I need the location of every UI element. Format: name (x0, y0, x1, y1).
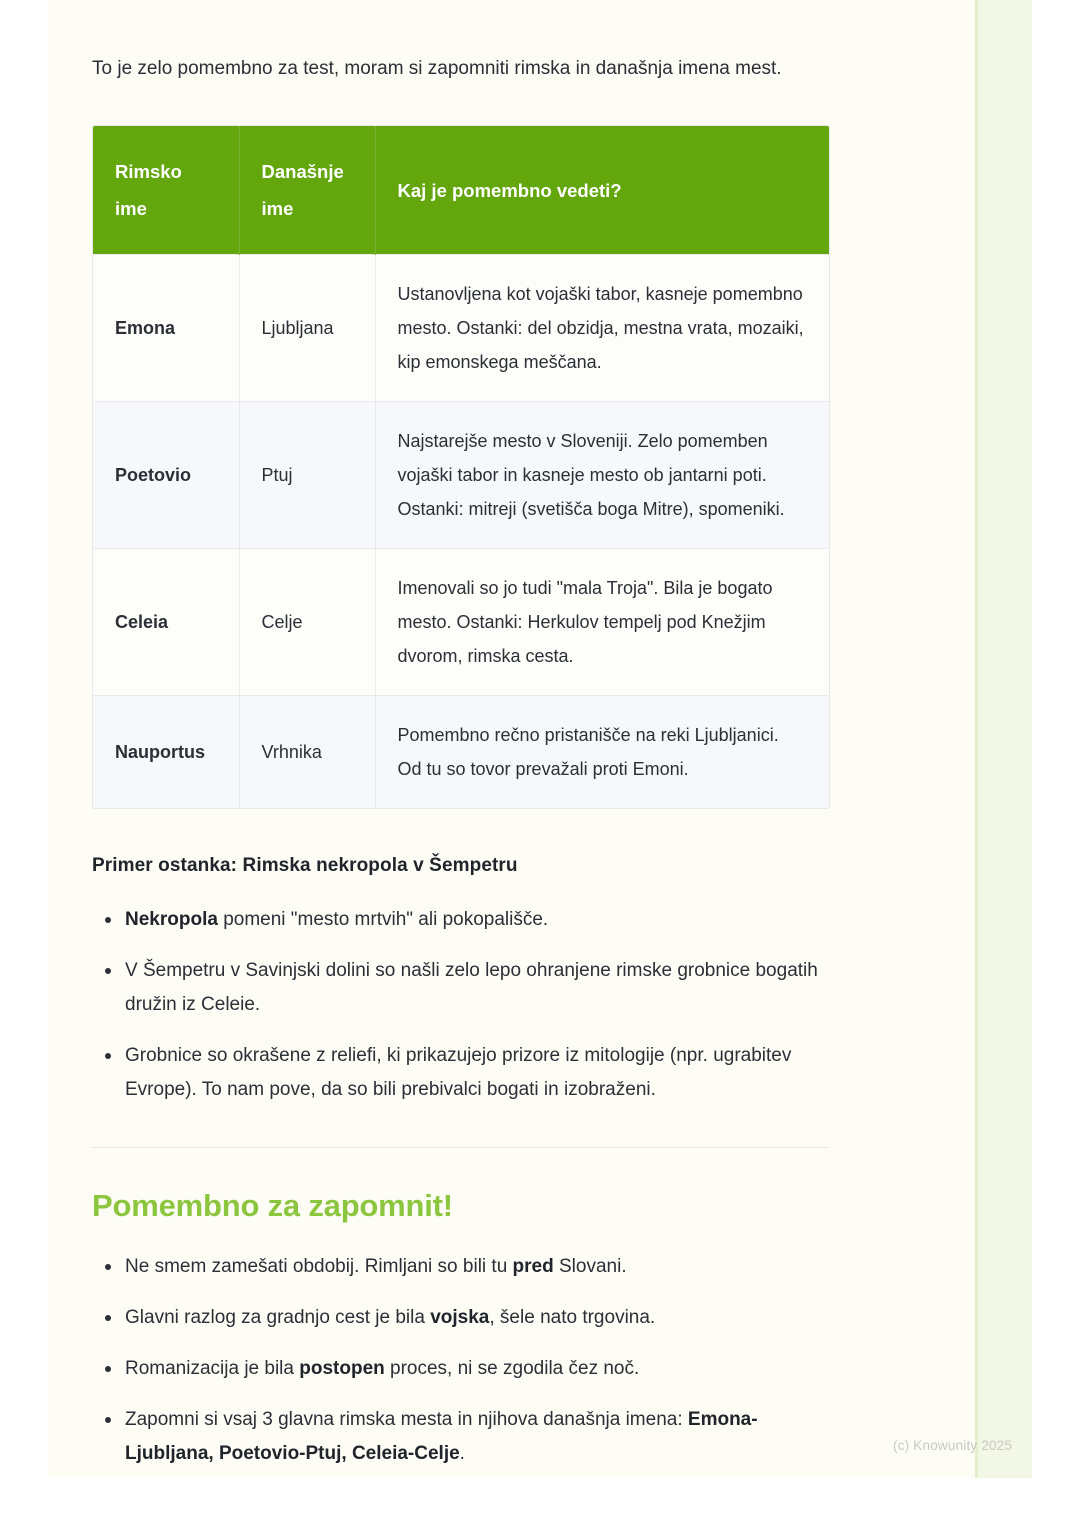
cell-modern-name: Celje (239, 549, 375, 696)
column-header-note: Kaj je pomembno vedeti? (375, 126, 829, 255)
list-item-text-post: Slovani. (553, 1256, 627, 1277)
list-item-bold: postopen (299, 1358, 385, 1379)
list-item-bold: Nekropola (125, 909, 218, 930)
cell-roman-name: Nauportus (93, 696, 239, 809)
column-header-modern-name (239, 126, 375, 255)
table-row (93, 696, 829, 809)
necropolis-list (92, 903, 828, 1107)
cell-modern-name: Ptuj (239, 402, 375, 549)
remember-heading: Pomembno za zapomnit! (92, 1188, 453, 1223)
list-item (125, 1039, 828, 1107)
list-item-text-pre: Ne smem zamešati obdobij. Rimljani so bili tu (125, 1256, 513, 1277)
column-header-roman-name-line2: ime (115, 198, 147, 219)
cell-note: Ustanovljena kot vojaški tabor, kasneje pomembno mesto. Ostanki: del obzidja, mestna vrata, mozaiki, kip emonskega meščana. (375, 255, 829, 402)
list-item-text-pre: Romanizacija je bila (125, 1358, 300, 1379)
table-row (93, 255, 829, 402)
right-accent-band (975, 0, 1032, 1478)
list-item (125, 1301, 828, 1335)
list-item (125, 903, 828, 937)
roman-cities-table (93, 126, 829, 808)
list-item (125, 1352, 828, 1386)
cell-roman-name: Emona (93, 255, 239, 402)
roman-cities-table-wrapper (92, 125, 830, 809)
list-item-text: V Šempetru v Savinjski dolini so našli zelo lepo ohranjene rimske grobnice bogatih družin iz Celeie. (125, 960, 818, 1015)
list-item-bold: Emona-Ljubljana, Poetovio-Ptuj, Celeia-Celje (125, 1409, 758, 1464)
cell-modern-name: Vrhnika (239, 696, 375, 809)
intro-paragraph: To je zelo pomembno za test, moram si zapomniti rimska in današnja imena mest. (92, 58, 782, 79)
column-header-modern-name-line1: Današnje (261, 161, 344, 182)
necropolis-heading: Primer ostanka: Rimska nekropola v Šempetru (92, 855, 518, 876)
list-item (125, 1403, 828, 1471)
column-header-roman-name-line1: Rimsko (115, 161, 182, 182)
table-row (93, 402, 829, 549)
list-item-bold: pred (512, 1256, 554, 1277)
cell-roman-name: Poetovio (93, 402, 239, 549)
table-row (93, 549, 829, 696)
column-header-roman-name (93, 126, 239, 255)
remember-list (92, 1250, 828, 1471)
list-item-text: pomeni "mesto mrtvih" ali pokopališče. (217, 909, 549, 930)
cell-note: Imenovali so jo tudi "mala Troja". Bila je bogato mesto. Ostanki: Herkulov tempelj pod Knežjim dvorom, rimska cesta. (375, 549, 829, 696)
section-divider (92, 1147, 828, 1148)
copyright-watermark: (c) Knowunity 2025 (893, 1438, 1013, 1453)
list-item-text-pre: Zapomni si vsaj 3 glavna rimska mesta in njihova današnja imena: (125, 1409, 688, 1430)
table-header (93, 126, 829, 255)
list-item-text-post: , šele nato trgovina. (489, 1307, 656, 1328)
table-body (93, 255, 829, 809)
list-item-text-pre: Glavni razlog za gradnjo cest je bila (125, 1307, 431, 1328)
list-item (125, 954, 828, 1022)
list-item-text: Grobnice so okrašene z reliefi, ki prikazujejo prizore iz mitologije (npr. ugrabitev Evrope). To nam pove, da so bili prebivalci bogati in izobraženi. (125, 1045, 792, 1100)
list-item-text-post: . (459, 1443, 465, 1464)
list-item-bold: vojska (430, 1307, 490, 1328)
cell-roman-name: Celeia (93, 549, 239, 696)
cell-note: Pomembno rečno pristanišče na reki Ljubljanici. Od tu so tovor prevažali proti Emoni. (375, 696, 829, 809)
list-item (125, 1250, 828, 1284)
document-content (92, 0, 828, 1471)
column-header-modern-name-line2: ime (261, 198, 294, 219)
cell-note: Najstarejše mesto v Sloveniji. Zelo pomemben vojaški tabor in kasneje mesto ob jantarni poti. Ostanki: mitreji (svetišča boga Mitre), spomeniki. (375, 402, 829, 549)
table-header-row (93, 126, 829, 255)
cell-modern-name: Ljubljana (239, 255, 375, 402)
list-item-text-post: proces, ni se zgodila čez noč. (384, 1358, 640, 1379)
